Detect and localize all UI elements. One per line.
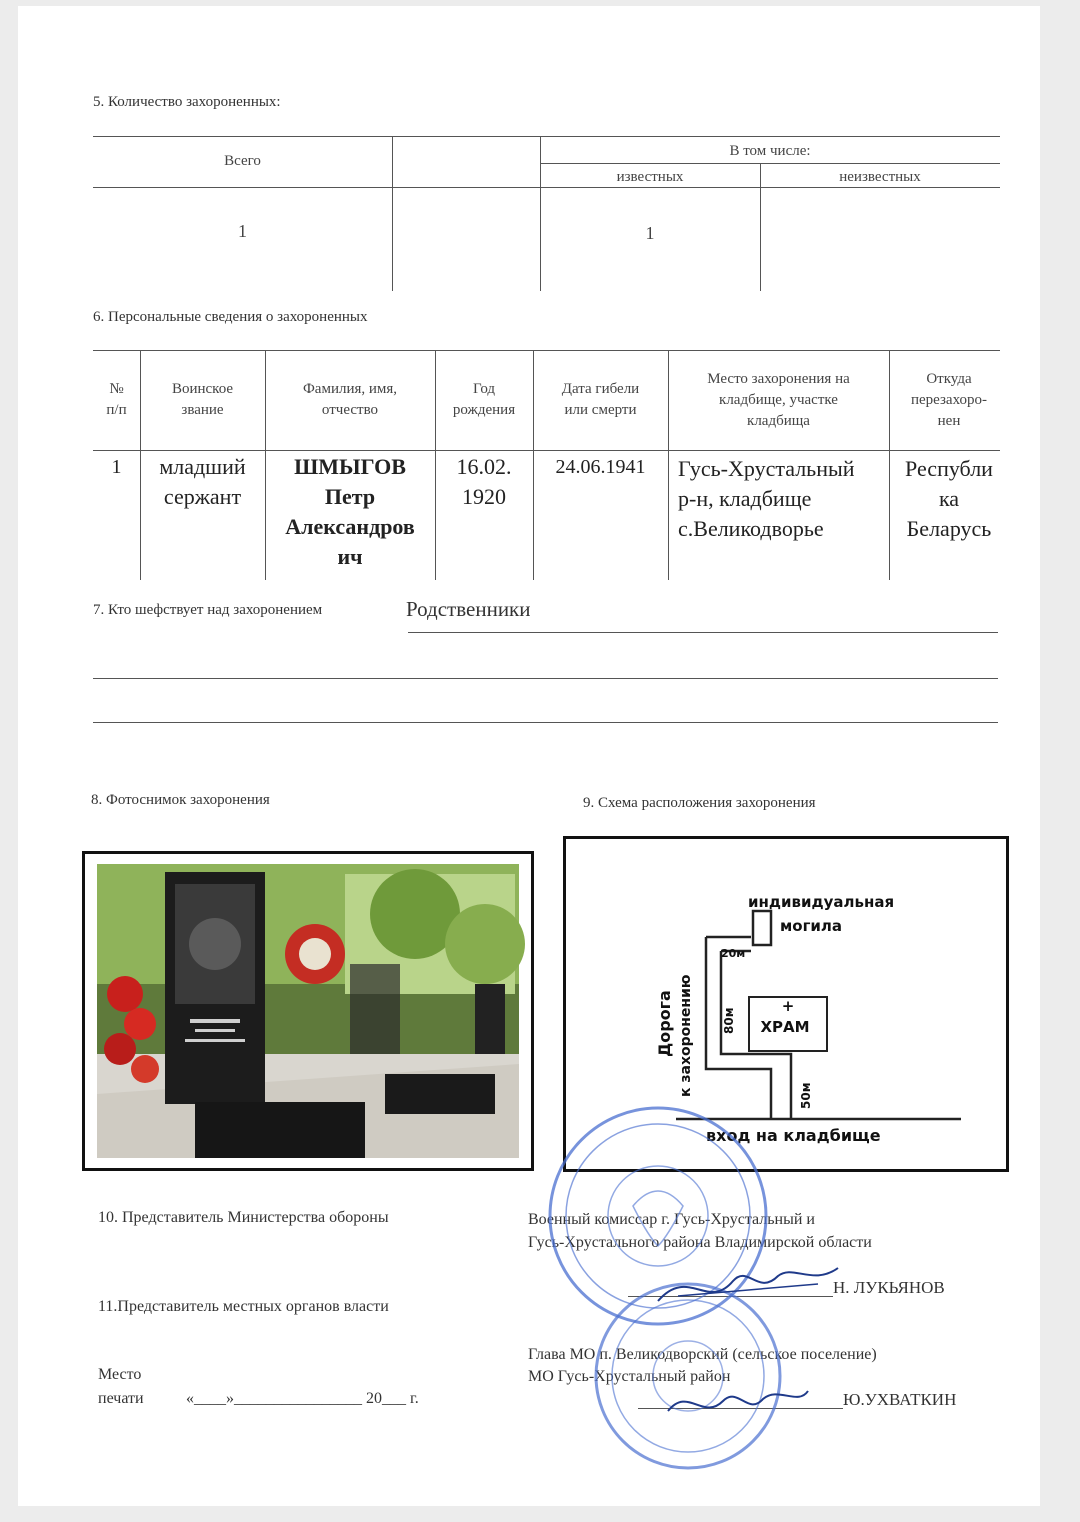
dist-80-label: 80м	[722, 1007, 736, 1034]
grave-label-1: индивидуальная	[748, 893, 895, 911]
col-known-header: известных	[616, 169, 684, 185]
patron-value: Родственники	[406, 597, 531, 621]
seal-label-1: Место	[98, 1366, 142, 1383]
row-from: Республи ка Беларусь	[905, 456, 993, 541]
document-sheet	[18, 6, 1040, 1506]
seal-label-2: печати	[98, 1390, 144, 1407]
total-value: 1	[238, 221, 247, 241]
road-label-2: к захоронению	[678, 974, 694, 1097]
row-num: 1	[111, 456, 122, 478]
local-name: Ю.УХВАТКИН	[843, 1390, 957, 1409]
section8-title: 8. Фотоснимок захоронения	[91, 792, 270, 808]
mod-position-1: Военный комиссар г. Гусь-Хрустальный и	[528, 1211, 815, 1228]
mod-name: Н. ЛУКЬЯНОВ	[833, 1278, 945, 1297]
col-total-header: Всего	[224, 153, 261, 169]
local-position-2: МО Гусь-Хрустальный район	[528, 1368, 731, 1385]
grave-marker	[753, 911, 771, 945]
col-including-header: В том числе:	[729, 143, 811, 159]
row-death: 24.06.1941	[555, 456, 646, 478]
local-position-1: Глава МО п. Великодворский (сельское поселение)	[528, 1346, 877, 1363]
header-from: Откуда перезахоро- нен	[910, 371, 988, 429]
header-name: Фамилия, имя, отчество	[302, 381, 398, 418]
grave-photo	[82, 851, 534, 1171]
location-scheme	[563, 836, 1009, 1172]
road-label-1: Дорога	[655, 990, 674, 1057]
entrance-label: вход на кладбище	[706, 1126, 881, 1145]
header-death: Дата гибели или смерти	[561, 381, 640, 418]
section9-title: 9. Схема расположения захоронения	[583, 795, 816, 811]
grave-photo-illustration	[85, 854, 531, 1168]
mod-signature	[648, 1256, 848, 1316]
section7-title: 7. Кто шефствует над захоронением	[93, 602, 323, 618]
scheme-drawing	[566, 839, 1006, 1169]
section10-title: 10. Представитель Министерства обороны	[98, 1209, 389, 1226]
church-label: ХРАМ	[760, 1018, 810, 1036]
dist-20-label: 20м	[721, 947, 746, 960]
dist-50-label: 50м	[799, 1082, 813, 1109]
known-value: 1	[645, 223, 655, 243]
row-birth: 16.02. 1920	[456, 454, 512, 509]
section11-title: 11.Представитель местных органов власти	[98, 1298, 389, 1315]
grave-label-2: могила	[780, 917, 843, 935]
header-num: № п/п	[106, 381, 127, 418]
section5-title: 5. Количество захороненных:	[93, 94, 281, 110]
row-place: Гусь-Хрустальный р-н, кладбище с.Великодворье	[678, 456, 855, 541]
header-place: Место захоронения на кладбище, участке кладбища	[707, 371, 850, 429]
mod-position-2: Гусь-Хрустального района Владимирской области	[528, 1234, 872, 1251]
seal-date-template: «____»________________ 20___ г.	[186, 1390, 419, 1407]
row-rank: младший сержант	[159, 454, 246, 509]
row-name: ШМЫГОВ Петр Александров ич	[285, 454, 415, 569]
col-unknown-header: неизвестных	[839, 169, 921, 185]
section6-title: 6. Персональные сведения о захороненных	[93, 309, 368, 325]
header-rank: Воинское звание	[171, 381, 234, 418]
svg-text:+: +	[781, 997, 795, 1015]
header-birth: Год рождения	[452, 381, 516, 418]
